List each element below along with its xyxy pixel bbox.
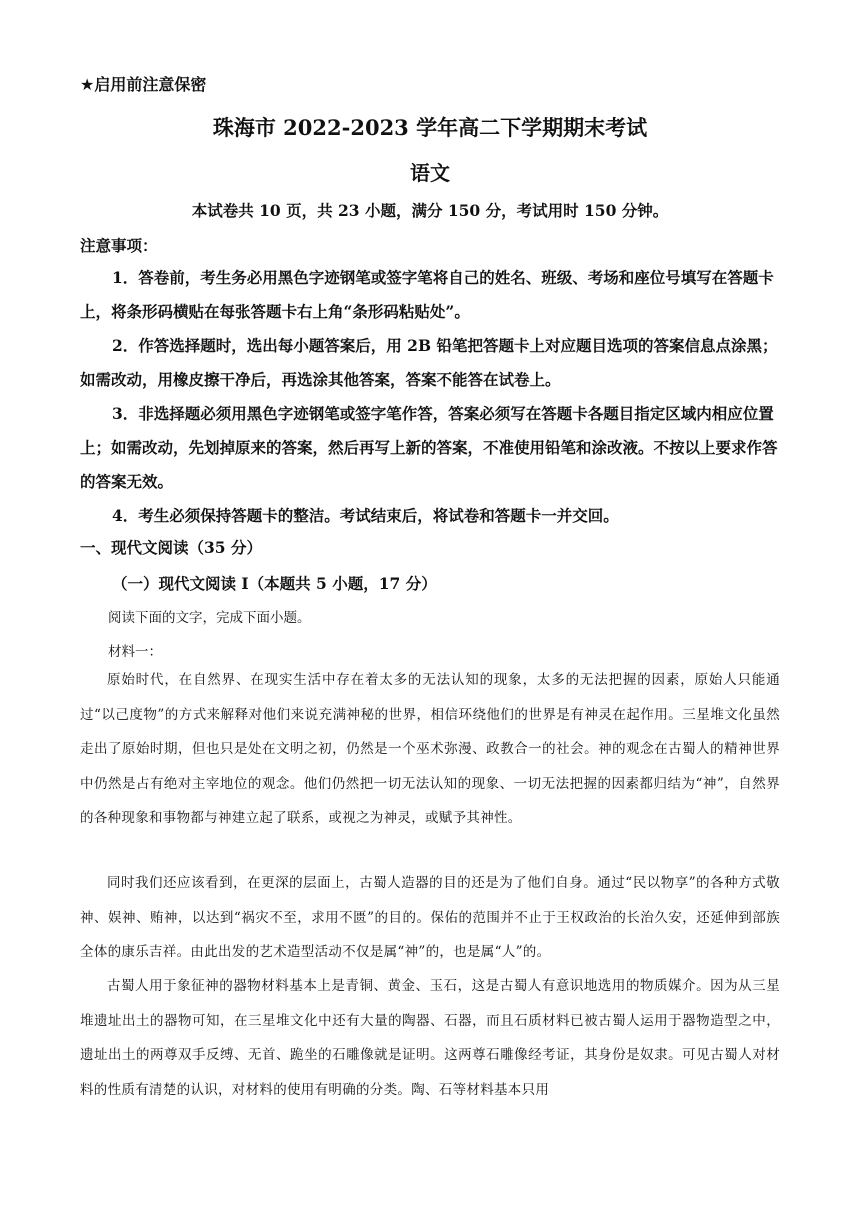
notice-item-3: 3．非选择题必须用黑色字迹钢笔或签字笔作答，答案必须写在答题卡各题目指定区域内相应位置上；如需改动，先划掉原来的答案，然后再写上新的答案，不准使用铅笔和涂改液。不按以上要求作答的答案无效。 bbox=[80, 404, 778, 491]
subject-title: 语文 bbox=[410, 161, 450, 185]
material-label: 材料一： bbox=[108, 644, 162, 660]
exam-title: 珠海市 2022-2023 学年高二下学期期末考试 bbox=[212, 115, 648, 140]
notice-item-4: 4．考生必须保持答题卡的整洁。考试结束后，将试卷和答题卡一并交回。 bbox=[112, 506, 619, 525]
confidential-mark: ★启用前注意保密 bbox=[80, 75, 207, 94]
notice-heading: 注意事项： bbox=[80, 236, 158, 255]
material-paragraph: 同时我们还应该看到，在更深的层面上，古蜀人造器的目的还是为了他们自身。通过“民以物享”的各种方式敬神、娱神、贿神，以达到“祸灾不至，求用不匮”的目的。保佑的范围并不止于王权政治的长治久安，还延伸到部族全体的康乐吉祥。由此出发的艺术造型活动不仅是属“神”的，也是属“人”的。 bbox=[80, 875, 780, 960]
exam-intro: 本试卷共 10 页，共 23 小题，满分 150 分，考试用时 150 分钟。 bbox=[191, 201, 669, 220]
reading-instruction: 阅读下面的文字，完成下面小题。 bbox=[108, 610, 311, 626]
material-paragraph: 古蜀人用于象征神的器物材料基本上是青铜、黄金、玉石，这是古蜀人有意识地选用的物质媒介。因为从三星堆遗址出土的器物可知，在三星堆文化中还有大量的陶器、石器，而且石质材料已被古蜀人运用于器物造型之中，遗址出土的两尊双手反缚、无首、跪坐的石雕像就是证明。这两尊石雕像经考证，其身份是奴隶。可见古蜀人对材料的性质有清楚的认识，对材料的使用有明确的分类。陶、石等材料基本只用 bbox=[80, 978, 780, 1098]
notice-item-2: 2．作答选择题时，选出每小题答案后，用 2B 铅笔把答题卡上对应题目选项的答案信息点涂黑；如需改动，用橡皮擦干净后，再选涂其他答案，答案不能答在试卷上。 bbox=[80, 336, 778, 389]
notice-item-1: 1．答卷前，考生务必用黑色字迹钢笔或签字笔将自己的姓名、班级、考场和座位号填写在答题卡上，将条形码横贴在每张答题卡右上角“条形码粘贴处”。 bbox=[80, 268, 774, 321]
sub-section-heading: （一）现代文阅读 I（本题共 5 小题，17 分） bbox=[112, 574, 437, 593]
section-heading: 一、现代文阅读（35 分） bbox=[80, 538, 262, 557]
material-paragraph: 原始时代，在自然界、在现实生活中存在着太多的无法认知的现象，太多的无法把握的因素，原始人只能通过“以己度物”的方式来解释对他们来说充满神秘的世界，相信环绕他们的世界是有神灵在起作用。三星堆文化虽然走出了原始时期，但也只是处在文明之初，仍然是一个巫术弥漫、政教合一的社会。神的观念在古蜀人的精神世界中仍然是占有绝对主宰地位的观念。他们仍然把一切无法认知的现象、一切无法把握的因素都归结为“神”，自然界的各种现象和事物都与神建立起了联系，或视之为神灵，或赋予其神性。 bbox=[80, 672, 780, 826]
